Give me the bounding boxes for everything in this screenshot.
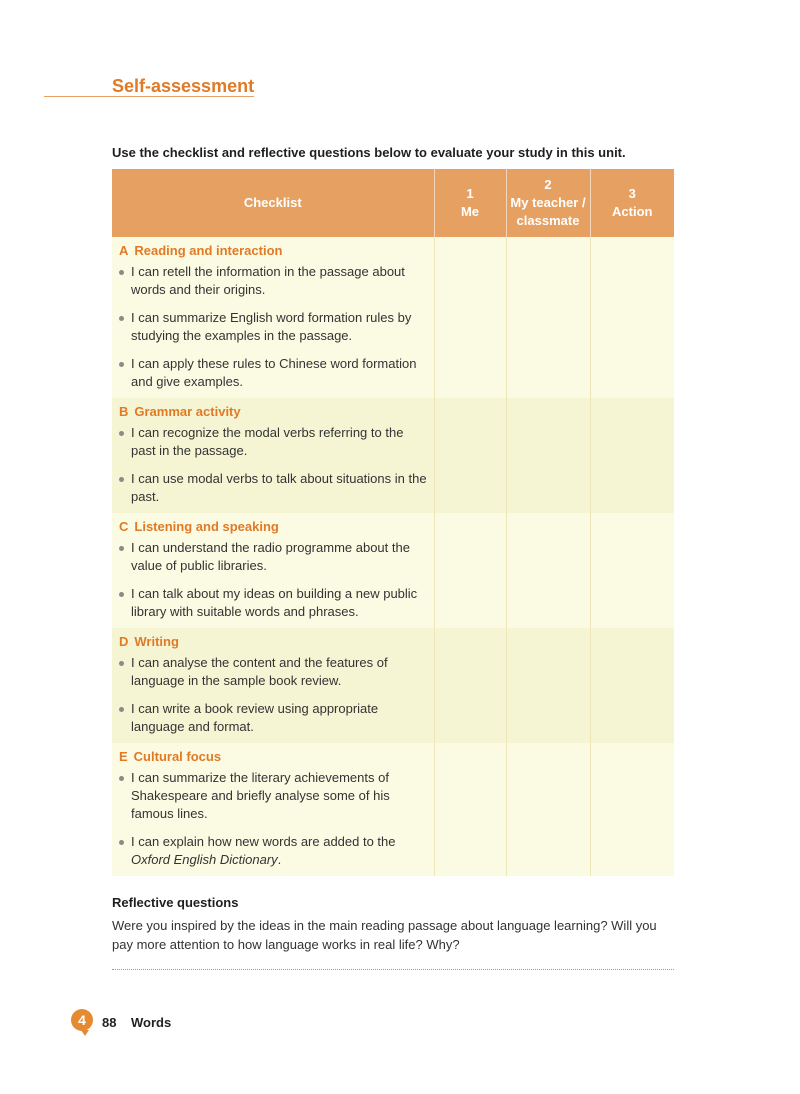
section-cell xyxy=(112,513,434,628)
section-row-e xyxy=(112,743,674,876)
section-letter: B xyxy=(119,404,129,419)
col-teacher-label: My teacher / classmate xyxy=(510,195,586,228)
teacher-cell[interactable] xyxy=(506,513,590,628)
col-checklist-label: Checklist xyxy=(243,195,302,210)
checklist-item: I can use modal verbs to talk about situations in the past. xyxy=(119,470,428,506)
me-cell[interactable] xyxy=(434,743,506,876)
section-row-d xyxy=(112,628,674,743)
action-cell[interactable] xyxy=(590,628,674,743)
checklist-item: I can talk about my ideas on building a new public library with suitable words and phrases. xyxy=(119,585,428,621)
checklist-item: I can retell the information in the passage about words and their origins. xyxy=(119,263,428,299)
teacher-cell[interactable] xyxy=(506,628,590,743)
col-action-label: Action xyxy=(612,204,653,219)
unit-title: Words xyxy=(131,1015,172,1030)
col-me-label: Me xyxy=(460,204,480,219)
checklist-items xyxy=(119,539,428,621)
col-me xyxy=(434,169,506,237)
reflective-questions-text: Were you inspired by the ideas in the main reading passage about language learning? Will you pay more attention to how language works in real life? Why? xyxy=(112,918,657,952)
col-checklist xyxy=(112,169,434,237)
checklist-items xyxy=(119,424,428,506)
section-title: Reading and interaction xyxy=(134,243,283,258)
intro-text: Use the checklist and reflective questions below to evaluate your study in this unit. xyxy=(112,145,626,160)
checklist-item: I can write a book review using appropriate language and format. xyxy=(119,700,428,736)
checklist-items xyxy=(119,654,428,736)
col-teacher xyxy=(506,169,590,237)
section-letter: A xyxy=(119,243,129,258)
checklist-item: I can analyse the content and the features of language in the sample book review. xyxy=(119,654,428,690)
section-title: Writing xyxy=(134,634,179,649)
checklist-items xyxy=(119,769,428,869)
section-row-a xyxy=(112,237,674,398)
page-title: Self-assessment xyxy=(112,76,255,96)
section-cell xyxy=(112,628,434,743)
checklist-item: I can recognize the modal verbs referring to the past in the passage. xyxy=(119,424,428,460)
me-cell[interactable] xyxy=(434,628,506,743)
checklist-table xyxy=(112,169,674,876)
section-heading xyxy=(119,403,428,421)
checklist-item: I can understand the radio programme about the value of public libraries. xyxy=(119,539,428,575)
section-title: Cultural focus xyxy=(133,749,222,764)
unit-badge-icon: 4 xyxy=(71,1009,93,1031)
teacher-cell[interactable] xyxy=(506,237,590,398)
answer-line xyxy=(112,969,674,970)
col-teacher-number: 2 xyxy=(544,177,552,192)
section-cell xyxy=(112,237,434,398)
page-number: 88 xyxy=(102,1015,117,1030)
section-heading xyxy=(119,748,428,766)
checklist-item: I can explain how new words are added to the Oxford English Dictionary. xyxy=(119,833,428,869)
section-row-c xyxy=(112,513,674,628)
section-cell xyxy=(112,398,434,513)
col-me-number: 1 xyxy=(466,186,474,201)
me-cell[interactable] xyxy=(434,237,506,398)
section-heading xyxy=(119,518,428,536)
action-cell[interactable] xyxy=(590,743,674,876)
section-cell xyxy=(112,743,434,876)
action-cell[interactable] xyxy=(590,237,674,398)
me-cell[interactable] xyxy=(434,398,506,513)
checklist-item: I can summarize the literary achievements of Shakespeare and briefly analyse some of his famous lines. xyxy=(119,769,428,823)
action-cell[interactable] xyxy=(590,513,674,628)
action-cell[interactable] xyxy=(590,398,674,513)
section-letter: D xyxy=(119,634,129,649)
col-action xyxy=(590,169,674,237)
col-action-number: 3 xyxy=(628,186,636,201)
title-underline xyxy=(44,96,254,97)
section-heading xyxy=(119,633,428,651)
reflective-questions-heading: Reflective questions xyxy=(112,895,239,910)
me-cell[interactable] xyxy=(434,513,506,628)
teacher-cell[interactable] xyxy=(506,743,590,876)
section-title: Listening and speaking xyxy=(134,519,279,534)
section-letter: E xyxy=(119,749,128,764)
table-header-row xyxy=(112,169,674,237)
checklist-items xyxy=(119,263,428,391)
checklist-item: I can summarize English word formation rules by studying the examples in the passage. xyxy=(119,309,428,345)
teacher-cell[interactable] xyxy=(506,398,590,513)
section-title: Grammar activity xyxy=(134,404,241,419)
section-letter: C xyxy=(119,519,129,534)
section-heading xyxy=(119,242,428,260)
checklist-item: I can apply these rules to Chinese word formation and give examples. xyxy=(119,355,428,391)
section-row-b xyxy=(112,398,674,513)
